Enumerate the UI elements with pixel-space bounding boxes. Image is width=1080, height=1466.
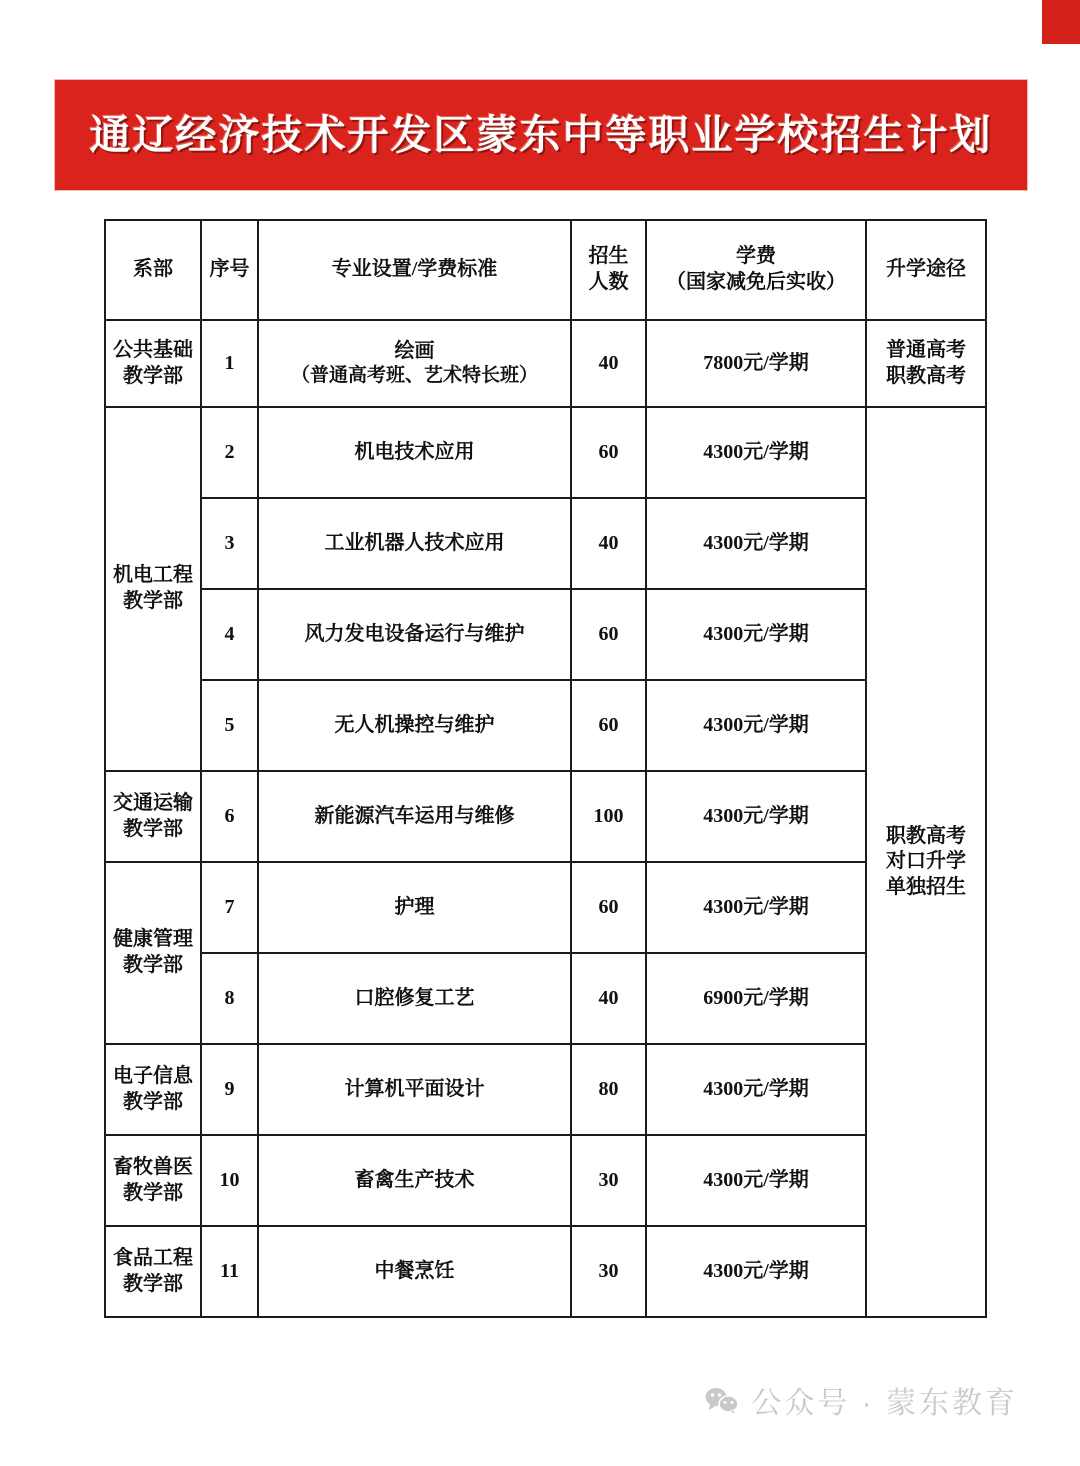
cell-fee: 4300元/学期 xyxy=(646,771,866,862)
cell-quota: 30 xyxy=(571,1135,646,1226)
cell-no: 10 xyxy=(201,1135,258,1226)
cell-fee: 4300元/学期 xyxy=(646,680,866,771)
cell-quota: 40 xyxy=(571,953,646,1044)
corner-red-mark xyxy=(1042,0,1080,44)
dept-line1: 机电工程 xyxy=(113,564,193,587)
footer-watermark xyxy=(0,1378,1080,1422)
header-major: 专业设置/学费标准 xyxy=(258,220,571,320)
cell-major: 无人机操控与维护 xyxy=(258,680,571,771)
cell-dept xyxy=(105,320,201,407)
dept-line2: 教学部 xyxy=(123,364,183,387)
cell-no: 2 xyxy=(201,407,258,498)
header-no: 序号 xyxy=(201,220,258,320)
cell-quota: 80 xyxy=(571,1044,646,1135)
cell-quota: 60 xyxy=(571,407,646,498)
path-line2: 职教高考 xyxy=(886,364,966,387)
dept-line2: 教学部 xyxy=(123,817,183,840)
cell-major: 护理 xyxy=(258,862,571,953)
title-banner xyxy=(55,80,1027,190)
table-row xyxy=(105,862,986,953)
dept-line1: 畜牧兽医 xyxy=(113,1155,193,1178)
enrollment-plan-table xyxy=(104,219,987,1318)
cell-fee: 4300元/学期 xyxy=(646,589,866,680)
cell-no: 1 xyxy=(201,320,258,407)
table-row xyxy=(105,953,986,1044)
page-title: 通辽经济技术开发区蒙东中等职业学校招生计划 xyxy=(89,111,993,158)
cell-quota: 60 xyxy=(571,589,646,680)
path-line1: 普通高考 xyxy=(886,338,966,361)
cell-fee: 4300元/学期 xyxy=(646,1226,866,1317)
table-row xyxy=(105,771,986,862)
dept-line1: 公共基础 xyxy=(113,338,193,361)
cell-no: 9 xyxy=(201,1044,258,1135)
table-row xyxy=(105,589,986,680)
header-path: 升学途径 xyxy=(866,220,986,320)
cell-major: 工业机器人技术应用 xyxy=(258,498,571,589)
cell-major xyxy=(258,320,571,407)
table-row xyxy=(105,1226,986,1317)
wechat-icon xyxy=(705,1386,739,1414)
cell-no: 4 xyxy=(201,589,258,680)
table-row xyxy=(105,1135,986,1226)
dept-line2: 教学部 xyxy=(123,590,183,612)
cell-fee: 4300元/学期 xyxy=(646,1135,866,1226)
cell-no: 11 xyxy=(201,1226,258,1317)
cell-fee: 4300元/学期 xyxy=(646,862,866,953)
dept-line1: 电子信息 xyxy=(113,1064,193,1087)
major-name: 绘画 xyxy=(394,339,435,362)
cell-fee: 4300元/学期 xyxy=(646,407,866,498)
cell-quota: 100 xyxy=(571,771,646,862)
header-fee-line1: 学费 xyxy=(736,245,776,268)
dept-line2: 教学部 xyxy=(123,1181,183,1204)
cell-no: 6 xyxy=(201,771,258,862)
cell-fee: 7800元/学期 xyxy=(646,320,866,407)
cell-major: 中餐烹饪 xyxy=(258,1226,571,1317)
cell-dept xyxy=(105,1226,201,1317)
cell-quota: 40 xyxy=(571,320,646,407)
footer-account-text: 公众号 · 蒙东教育 xyxy=(751,1387,1018,1420)
dept-line1: 交通运输 xyxy=(113,791,193,814)
cell-quota: 60 xyxy=(571,862,646,953)
cell-major: 风力发电设备运行与维护 xyxy=(258,589,571,680)
table-row xyxy=(105,1044,986,1135)
enrollment-table-wrapper xyxy=(104,219,985,1318)
cell-path-first xyxy=(866,320,986,407)
table-row xyxy=(105,498,986,589)
cell-dept xyxy=(105,407,201,771)
cell-path-rest xyxy=(866,407,986,1317)
cell-dept xyxy=(105,771,201,862)
path-line2: 对口升学 xyxy=(886,850,966,873)
header-quota xyxy=(571,220,646,320)
cell-no: 8 xyxy=(201,953,258,1044)
cell-no: 3 xyxy=(201,498,258,589)
header-fee xyxy=(646,220,866,320)
dept-line1: 食品工程 xyxy=(113,1246,193,1269)
cell-quota: 60 xyxy=(571,680,646,771)
header-quota-line2: 人数 xyxy=(588,271,629,293)
dept-line1: 健康管理 xyxy=(113,928,193,951)
header-fee-line2: （国家减免后实收） xyxy=(666,271,846,293)
cell-major: 口腔修复工艺 xyxy=(258,953,571,1044)
table-row xyxy=(105,320,986,407)
table-header-row xyxy=(105,220,986,320)
cell-quota: 40 xyxy=(571,498,646,589)
cell-no: 5 xyxy=(201,680,258,771)
cell-dept xyxy=(105,1135,201,1226)
header-dept: 系部 xyxy=(105,220,201,320)
cell-major: 机电技术应用 xyxy=(258,407,571,498)
cell-major: 新能源汽车运用与维修 xyxy=(258,771,571,862)
dept-line2: 教学部 xyxy=(123,954,183,976)
cell-dept xyxy=(105,1044,201,1135)
table-row xyxy=(105,680,986,771)
cell-major: 计算机平面设计 xyxy=(258,1044,571,1135)
path-line1: 职教高考 xyxy=(886,824,966,847)
cell-quota: 30 xyxy=(571,1226,646,1317)
header-quota-line1: 招生 xyxy=(588,245,629,268)
cell-dept xyxy=(105,862,201,1044)
cell-fee: 6900元/学期 xyxy=(646,953,866,1044)
table-row xyxy=(105,407,986,498)
major-subtitle: （普通高考班、艺术特长班） xyxy=(290,365,538,387)
path-line3: 单独招生 xyxy=(886,875,966,898)
cell-fee: 4300元/学期 xyxy=(646,498,866,589)
cell-major: 畜禽生产技术 xyxy=(258,1135,571,1226)
dept-line2: 教学部 xyxy=(123,1272,183,1295)
cell-no: 7 xyxy=(201,862,258,953)
dept-line2: 教学部 xyxy=(123,1090,183,1113)
cell-fee: 4300元/学期 xyxy=(646,1044,866,1135)
